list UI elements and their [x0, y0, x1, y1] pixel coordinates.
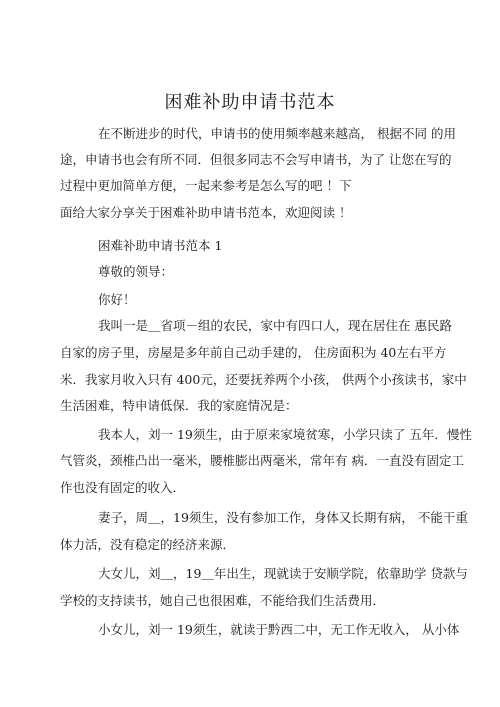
paragraph-line: 我本人，刘一 19须生，由于原来家境贫寒，小学只读了 五年．慢性: [98, 427, 472, 442]
paragraph-line: 在不断进步的时代，申请书的使用频率越来越高， 根据不同 的用: [98, 126, 456, 141]
greeting: 你好！: [98, 292, 136, 307]
paragraph-line: 体力活，没有稳定的经济来源．: [60, 537, 236, 552]
paragraph-line: 过程中更加简单方便，一起来参考是怎么写的吧 ！下: [60, 178, 352, 193]
paragraph-line: 小女儿，刘一 19须生，就读于黔西二中，无工作无收入， 从小体: [98, 622, 460, 637]
paragraph-line: 自家的房子里，房屋是多年前自己动手建的， 住房面积为 40左右平方: [60, 345, 447, 360]
salutation: 尊敬的领导：: [98, 264, 174, 279]
document-title: 困难补助申请书范本: [164, 92, 336, 114]
paragraph-line: 我叫一是＿省项－组的农民，家中有四口人，现在居住在 惠民路: [98, 318, 452, 333]
paragraph-line: 米．我家月收入只有 400元，还要抚养两个小孩， 供两个小孩读书，家中: [60, 372, 467, 387]
paragraph-line: 面给大家分享关于困难补助申请书范本，欢迎阅读 ！: [60, 205, 352, 220]
paragraph-line: 气管炎，颈椎凸出一毫米，腰椎膨出两毫米，常年有 病．一直没有固定工: [60, 453, 464, 468]
section-heading: 困难补助申请书范本 1: [98, 238, 223, 253]
paragraph-line: 生活困难，特申请低保．我的家庭情况是：: [60, 398, 298, 413]
paragraph-line: 途，申请书也会有所不同．但很多同志不会写申请书，为了 让您在写的: [60, 152, 452, 167]
paragraph-line: 学校的支持读书，她自己也很困难，不能给我们生活费用．: [60, 593, 386, 608]
paragraph-line: 大女儿，刘＿，19＿年出生，现就读于安顺学院，依靠助学 贷款与: [98, 566, 468, 581]
paragraph-line: 作也没有固定的收入．: [60, 480, 186, 495]
paragraph-line: 妻子，周＿，19须生，没有参加工作，身体又长期有病， 不能干重: [98, 510, 468, 525]
